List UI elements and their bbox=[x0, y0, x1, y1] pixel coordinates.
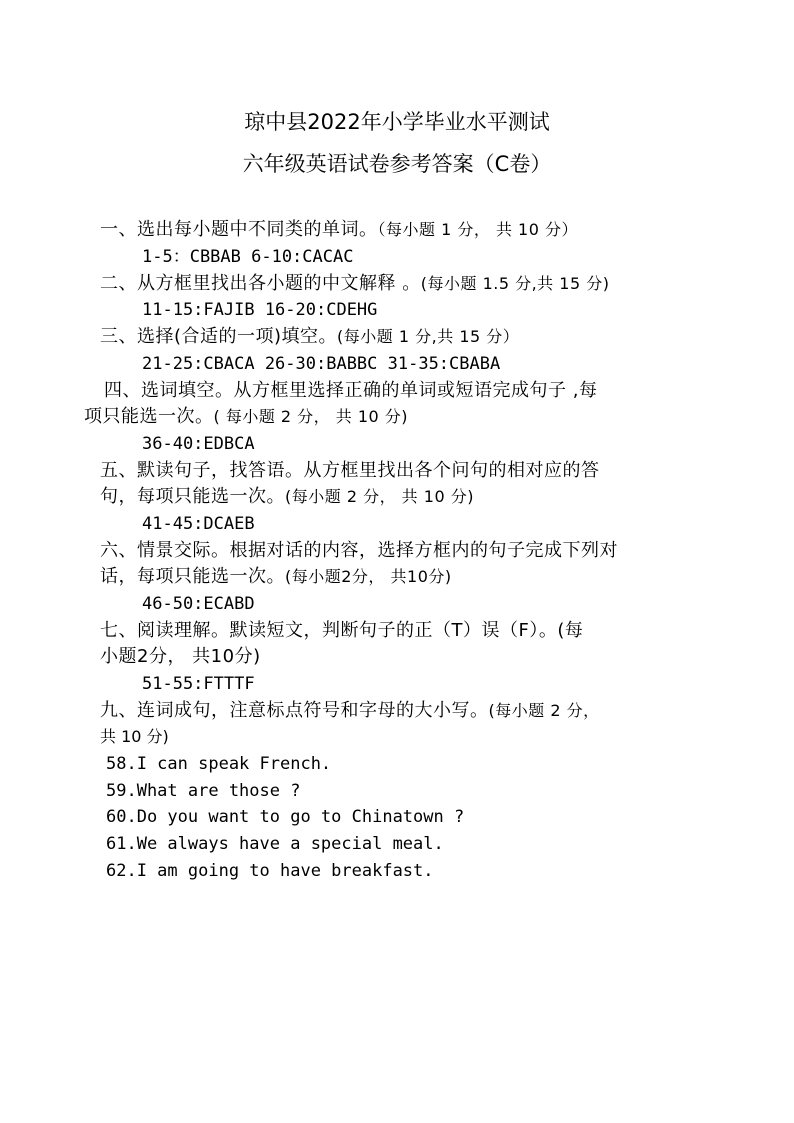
answer-58: 58.I can speak French. bbox=[106, 754, 332, 774]
section-3-answers: 21-25:CBACA 26-30:BABBC 31-35:CBABA bbox=[142, 354, 501, 374]
section-4-score-note: ( 每小题 2 分， 共 10 分) bbox=[213, 407, 409, 426]
section-3-title: 三、选择(合适的一项)填空。 bbox=[100, 326, 338, 347]
section-4-heading-line2 bbox=[84, 406, 408, 428]
section-3-heading bbox=[100, 326, 519, 348]
section-4-answers: 36-40:EDBCA bbox=[142, 434, 255, 454]
section-2-answers: 11-15:FAJIB 16-20:CDEHG bbox=[142, 300, 378, 320]
section-9-heading-line2: 共 10 分) bbox=[100, 727, 169, 746]
section-4-title-cont: 项只能选一次。 bbox=[84, 406, 214, 427]
section-5-heading-line1: 五、默读句子，找答语。从方框里找出各个问句的相对应的答 bbox=[100, 460, 600, 481]
section-2-title: 二、从方框里找出各小题的中文解释 。 bbox=[100, 273, 421, 294]
document-title: 琼中县2022年小学毕业水平测试 bbox=[244, 110, 550, 134]
section-4-heading-line1: 四、选词填空。从方框里选择正确的单词或短语完成句子 ,每 bbox=[104, 380, 598, 401]
section-1-score-note: （每小题 1 分， 共 10 分） bbox=[377, 220, 578, 239]
section-5-score-note: (每小题 2 分， 共 10 分) bbox=[285, 487, 474, 506]
section-1-heading bbox=[100, 219, 578, 241]
section-6-heading-line2 bbox=[100, 566, 452, 588]
section-1-title: 一、选出每小题中不同类的单词。 bbox=[100, 219, 378, 240]
section-2-score-note: (每小题 1.5 分,共 15 分) bbox=[420, 274, 610, 293]
answer-61: 61.We always have a special meal. bbox=[106, 834, 444, 854]
section-6-heading-line1: 六、情景交际。根据对话的内容，选择方框内的句子完成下列对 bbox=[100, 540, 618, 561]
section-7-heading-line1: 七、阅读理解。默读短文，判断句子的正（T）误（F）。(每 bbox=[100, 620, 584, 641]
section-5-heading-line2 bbox=[100, 486, 474, 508]
section-5-title-cont: 句，每项只能选一次。 bbox=[100, 486, 285, 507]
section-3-score-note: (每小题 1 分,共 15 分） bbox=[337, 327, 520, 346]
section-5-answers: 41-45:DCAEB bbox=[142, 514, 255, 534]
section-9-heading-line1 bbox=[100, 700, 600, 722]
section-6-title-cont: 话，每项只能选一次。 bbox=[100, 566, 285, 587]
answer-62: 62.I am going to have breakfast. bbox=[106, 861, 434, 881]
document-subtitle: 六年级英语试卷参考答案（C卷） bbox=[242, 152, 552, 176]
section-9-score-note: (每小题 2 分， bbox=[488, 701, 600, 720]
section-6-score-note: (每小题2分， 共10分) bbox=[285, 567, 452, 586]
section-6-answers: 46-50:ECABD bbox=[142, 594, 255, 614]
section-7-answers: 51-55:FTTTF bbox=[142, 674, 255, 694]
answer-60: 60.Do you want to go to Chinatown ? bbox=[106, 807, 465, 827]
section-2-heading bbox=[100, 273, 609, 295]
section-9-title: 九、连词成句，注意标点符号和字母的大小写。 bbox=[100, 700, 489, 721]
answer-59: 59.What are those ? bbox=[106, 781, 301, 801]
section-7-heading-line2: 小题2分， 共10分) bbox=[100, 646, 261, 667]
section-1-answers: 1-5：CBBAB 6-10:CACAC bbox=[142, 247, 354, 267]
